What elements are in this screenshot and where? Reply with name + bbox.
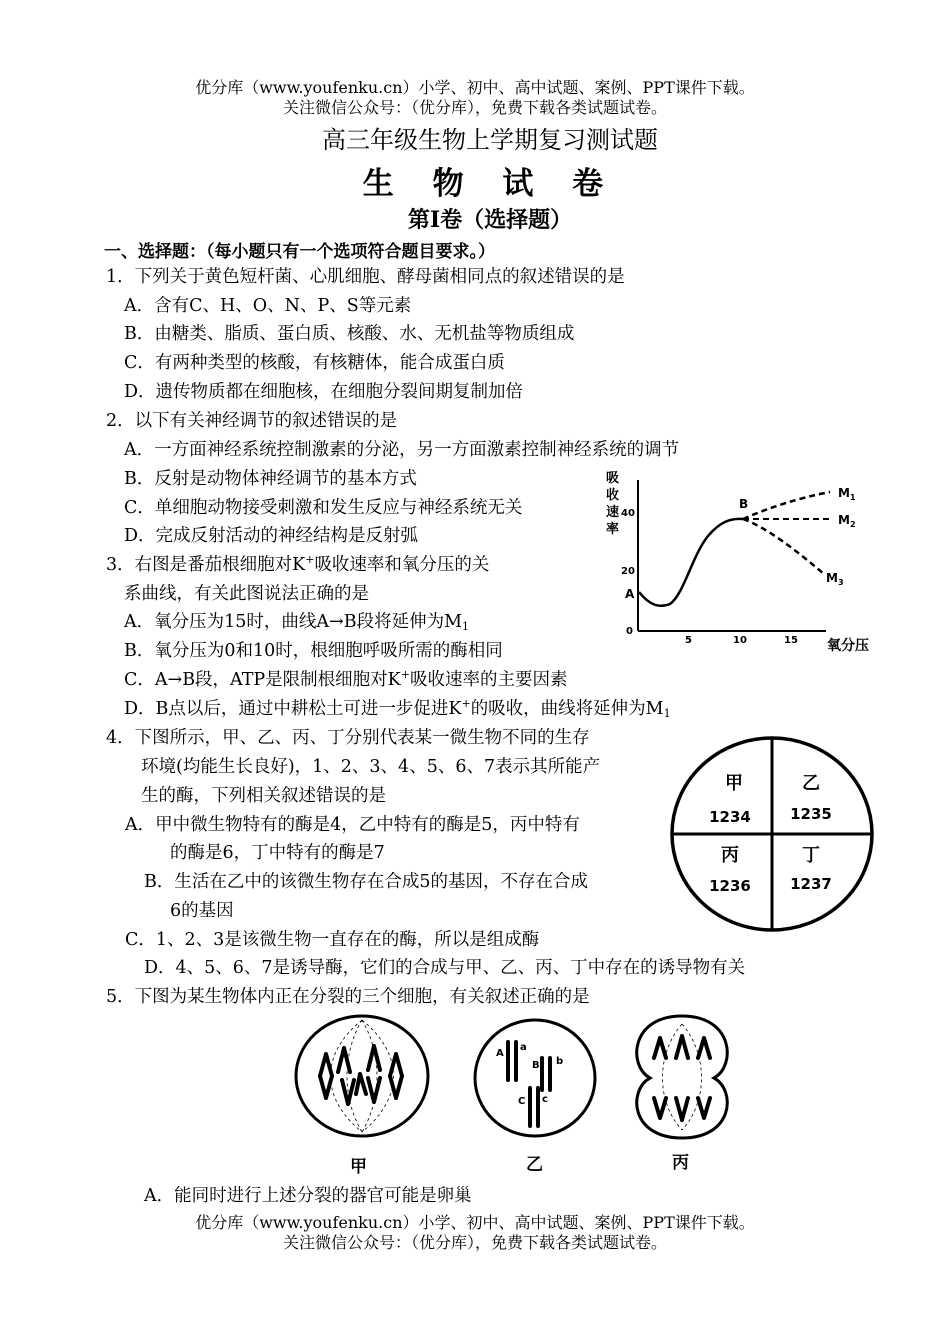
q5-option-a: A．能同时进行上述分裂的器官可能是卵巢 — [144, 1186, 472, 1206]
q4-option-c: C．1、2、3是该微生物一直存在的酶，所以是组成酶 — [125, 930, 540, 950]
quadrant-jia-label: 甲 — [725, 773, 743, 794]
q2-option-c: C．单细胞动物接受刺激和发生反应与神经系统无关 — [124, 498, 523, 518]
paper-title: 生 物 试 卷 — [362, 166, 618, 202]
part-title: 第Ⅰ卷（选择题） — [407, 207, 573, 233]
q4-option-d: D．4、5、6、7是诱导酶，它们的合成与甲、乙、丙、丁中存在的诱导物有关 — [144, 958, 746, 978]
cell-bing — [637, 1016, 728, 1173]
cell-bing-label: 丙 — [672, 1153, 689, 1173]
graph-point-b: B — [739, 497, 749, 511]
q3-option-a: A．氧分压为15时，曲线A→B段将延伸为$M_1$ — [124, 612, 469, 633]
graph-curve-m3 — [743, 519, 824, 574]
gene-a-lower: a — [520, 1042, 527, 1053]
q1-stem: 1．下列关于黄色短杆菌、心肌细胞、酵母菌相同点的叙述错误的是 — [106, 267, 625, 287]
cell-yi — [475, 1020, 595, 1175]
cell-jia-label: 甲 — [350, 1157, 367, 1177]
graph-xlabel: 氧分压 — [827, 638, 869, 654]
quadrant-ding-label: 丁 — [802, 845, 820, 866]
q4-option-a-line2: 的酶是6，丁中特有的酶是7 — [170, 843, 385, 863]
quadrant-yi-label: 乙 — [802, 773, 820, 794]
graph-tick-10: 10 — [733, 635, 747, 646]
header-line-2: 关注微信公众号：（优分库），免费下载各类试题试卷。 — [282, 98, 667, 117]
q2-stem: 2．以下有关神经调节的叙述错误的是 — [106, 411, 398, 431]
graph-ylabel-4: 率 — [606, 522, 620, 537]
graph-curve-m1 — [743, 492, 830, 519]
gene-c-lower: c — [542, 1094, 548, 1105]
q4-stem-line2: 环境(均能生长良好)，1、2、3、4、5、6、7表示其所能产 — [141, 757, 601, 777]
graph-ylabel-3: 速 — [606, 505, 620, 520]
quadrant-bing-enzymes: 1236 — [709, 877, 751, 895]
q2-option-a: A．一方面神经系统控制激素的分泌，另一方面激素控制神经系统的调节 — [124, 440, 680, 460]
quadrant-yi-enzymes: 1235 — [790, 805, 832, 823]
gene-a-upper: A — [496, 1048, 504, 1059]
graph-m2-label: $M_2$ — [838, 513, 856, 529]
footer-line-1: 优分库（www.youfenku.cn）小学、初中、高中试题、案例、PPT课件下载。 — [195, 1213, 755, 1232]
q5-stem: 5．下图为某生物体内正在分裂的三个细胞，有关叙述正确的是 — [106, 987, 590, 1007]
gene-b-lower: b — [556, 1056, 564, 1067]
q1-option-a: A．含有C、H、O、N、P、S等元素 — [124, 296, 412, 316]
q4-option-b-line1: B．生活在乙中的该微生物存在合成5的基因，不存在合成 — [144, 872, 588, 892]
graph-tick-20: 20 — [621, 566, 635, 577]
graph-ylabel-2: 收 — [606, 488, 620, 503]
cell-yi-label: 乙 — [526, 1155, 543, 1175]
q2-option-b: B．反射是动物体神经调节的基本方式 — [124, 469, 417, 489]
graph-tick-15: 15 — [784, 635, 798, 646]
q2-option-d: D．完成反射活动的神经结构是反射弧 — [124, 526, 419, 546]
graph-tick-0: 0 — [626, 626, 633, 637]
graph-m3-label: $M_3$ — [826, 571, 844, 587]
graph-curve-ab — [639, 519, 743, 606]
q4-stem-line1: 4．下图所示，甲、乙、丙、丁分别代表某一微生物不同的生存 — [106, 728, 590, 748]
quadrant-bing-label: 丙 — [721, 845, 739, 866]
graph-point-a: A — [625, 587, 635, 601]
cell-jia — [296, 1016, 428, 1177]
quadrant-ding-enzymes: 1237 — [790, 875, 832, 893]
section-heading: 一、选择题：（每小题只有一个选项符合题目要求。） — [104, 242, 495, 262]
q3-stem-line1: 3．右图是番茄根细胞对K+吸收速率和氧分压的关 — [106, 553, 490, 575]
q1-option-c: C．有两种类型的核酸，有核糖体，能合成蛋白质 — [124, 353, 505, 373]
graph-tick-40: 40 — [621, 508, 635, 519]
k-uptake-graph — [598, 466, 880, 654]
graph-m1-label: $M_1$ — [838, 486, 856, 502]
q4-option-a-line1: A．甲中微生物特有的酶是4，乙中特有的酶是5，丙中特有 — [125, 815, 580, 835]
graph-tick-5: 5 — [685, 635, 692, 646]
exam-title: 高三年级生物上学期复习测试题 — [322, 126, 658, 154]
q3-option-d: D．B点以后，通过中耕松土可进一步促进K+的吸收，曲线将延伸为$M_1$ — [124, 697, 671, 720]
q3-option-c: C．A→B段，ATP是限制根细胞对K+吸收速率的主要因素 — [124, 668, 568, 690]
graph-ylabel-1: 吸 — [606, 471, 620, 486]
q3-stem-line2: 系曲线，有关此图说法正确的是 — [124, 584, 369, 604]
q1-option-b: B．由糖类、脂质、蛋白质、核酸、水、无机盐等物质组成 — [124, 324, 575, 344]
cell-division-figure — [290, 1014, 750, 1178]
footer-line-2: 关注微信公众号：（优分库），免费下载各类试题试卷。 — [282, 1233, 667, 1252]
gene-c-upper: C — [518, 1096, 526, 1107]
q4-stem-line3: 生的酶，下列相关叙述错误的是 — [141, 786, 386, 806]
quadrant-jia-enzymes: 1234 — [709, 808, 751, 826]
q3-option-b: B．氧分压为0和10时，根细胞呼吸所需的酶相同 — [124, 641, 503, 661]
q1-option-d: D．遗传物质都在细胞核，在细胞分裂间期复制加倍 — [124, 382, 524, 402]
header-line-1: 优分库（www.youfenku.cn）小学、初中、高中试题、案例、PPT课件下载。 — [195, 78, 755, 97]
enzyme-circle-diagram — [668, 734, 876, 934]
q4-option-b-line2: 6的基因 — [170, 901, 234, 921]
gene-b-upper: B — [532, 1060, 540, 1071]
